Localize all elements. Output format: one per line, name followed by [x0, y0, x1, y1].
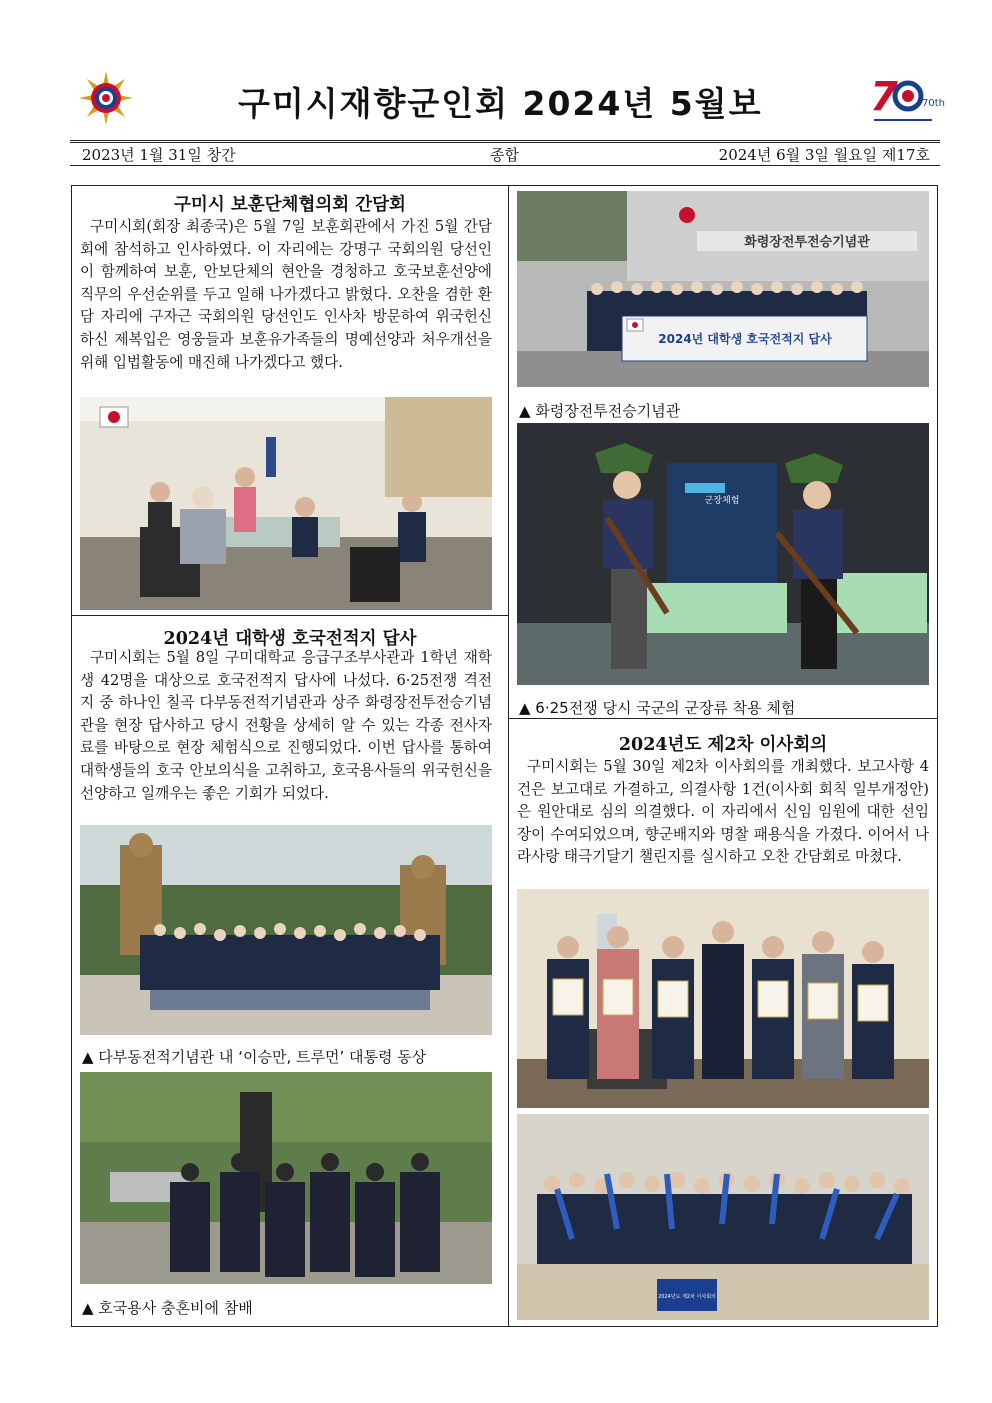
newsletter-title: 구미시재향군인회 2024년 5월보 — [238, 84, 763, 123]
caption-monument: ▲ 호국용사 충혼비에 참배 — [82, 1299, 253, 1317]
svg-text:7: 7 — [870, 74, 898, 120]
anniversary-70th-logo — [866, 66, 945, 126]
memorial-hall-photo — [517, 191, 929, 387]
certificate-photo — [517, 889, 929, 1108]
hall-sign-text: 화령장전투전승기념관 — [744, 235, 870, 250]
caption-uniform: ▲ 6·25전쟁 당시 국군의 군장류 착용 체험 — [519, 699, 796, 717]
caption-statues: ▲ 다부동전적기념관 내 ‘이승만, 트루먼’ 대통령 동상 — [82, 1048, 427, 1066]
banner-text: 2024년 대학생 호국전적지 답사 — [658, 332, 832, 346]
article-2-title: 2024년 대학생 호국전적지 답사 — [163, 629, 417, 649]
uniform-experience-photo — [517, 423, 929, 685]
subheader-rule — [70, 165, 940, 166]
header-rule — [70, 140, 940, 143]
veterans-emblem-icon — [78, 70, 134, 126]
monument-photo — [80, 1072, 492, 1284]
article-3-body: 구미시회는 5월 30일 제2차 이사회의를 개최했다. 보고사항 4건은 보고대로 가결하고, 의결사항 1건(이사회 회칙 일부개정안)은 원안대로 심의 의결했다. 이 자리에서 신임 임원에 대한 선임장이 수여되었으며, 향군배지와 명찰 패용식을 가졌다. 이어서 나라사랑 태극기달기 챌린지를 실시하고 오찬 간담회로 마쳤다. — [517, 758, 929, 866]
article-2-body: 구미시회는 5월 8일 구미대학교 응급구조부사관과 1학년 재학생 42명을 대상으로 호국전적지 답사에 나섰다. 6·25전쟁 격전지 중 하나인 칠곡 다부동전적기념관과 상주 화령장전투전승기념관을 현장 답사하고 당시 전황을 상세히 알 수 있는 각종 전사자료를 바탕으로 현장 체험식으로 진행되었다. 이번 답사를 통하여 대학생들의 호국 안보의식을 고취하고, 호국용사들의 위국헌신을 선양하고 일깨우는 좋은 기회가 되었다. — [80, 649, 492, 802]
meeting-photo — [80, 397, 492, 610]
issue-info: 2024년 6월 3일 월요일 제17호 — [718, 146, 930, 164]
logo-th: 70th — [922, 98, 945, 109]
meeting-sign-text: 2024년도 제2차 이사회의 — [658, 1294, 716, 1300]
section-label: 종합 — [490, 146, 519, 164]
article-1-title: 구미시 보훈단체협의회 간담회 — [174, 195, 406, 215]
article-1-body: 구미시회(회장 최종국)은 5월 7일 보훈회관에서 가진 5월 간담회에 참석하고 인사하였다. 이 자리에는 강명구 국회의원 당선인이 함께하여 보훈, 안보단체의 현안을 경청하고 호국보훈선양에 직무의 우선순위를 두고 일해 나가겠다고 밝혔다. 오찬을 겸한 환담 자리에 구자근 국회의원 당선인도 인사차 방문하여 위국헌신하신 제복입은 영웅들과 보훈유가족들의 명예선양과 처우개선을 위해 입법활동에 매진해 나가겠다고 했다. — [80, 218, 492, 371]
article-3-title: 2024년도 제2차 이사회의 — [618, 735, 828, 755]
statues-photo — [80, 825, 492, 1035]
flag-challenge-photo — [517, 1114, 929, 1320]
caption-memorial-hall: ▲ 화령장전투전승기념관 — [519, 402, 681, 420]
founded-date: 2023년 1월 31일 창간 — [82, 146, 236, 164]
panel-title: 군장체험 — [704, 496, 740, 506]
